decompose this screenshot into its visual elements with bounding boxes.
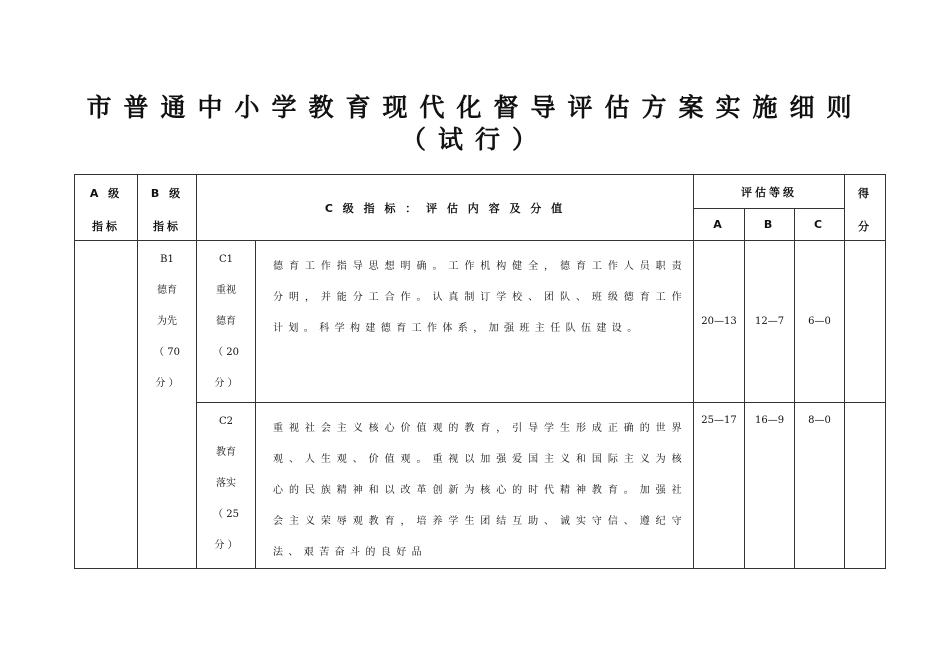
b1-line: B1 bbox=[160, 254, 174, 265]
c1-line: （ 20 bbox=[213, 347, 239, 358]
c2-score bbox=[845, 403, 886, 569]
header-b-line1: B 级 bbox=[150, 187, 184, 200]
c1-line: C1 bbox=[218, 254, 233, 265]
c2-line: 教育 bbox=[216, 447, 236, 458]
c2-content: 重视社会主义核心价值观的教育，引导学生形成正确的世界观、人生观、价值观。重视以加强爱国主义和国际主义为核心的民族精神和以改革创新为核心的时代精神教育。加强社会主义荣辱观教育，培养学生团结互助、诚实守信、遵纪守法、艰苦奋斗的良好品 bbox=[256, 403, 694, 569]
c2-line: 落实 bbox=[216, 478, 236, 489]
c2-grade-b: 16—9 bbox=[745, 403, 795, 569]
table-row bbox=[75, 241, 886, 403]
c1-line: 德育 bbox=[216, 316, 236, 327]
c1-cell bbox=[197, 241, 256, 403]
b1-line: （ 70 bbox=[154, 347, 180, 358]
c1-content: 德育工作指导思想明确。工作机构健全，德育工作人员职责分明，并能分工合作。认真制订学校、团队、班级德育工作计划。科学构建德育工作体系，加强班主任队伍建设。 bbox=[256, 241, 694, 403]
header-b-line2: 指标 bbox=[153, 220, 181, 233]
b1-line: 分 ） bbox=[155, 378, 179, 389]
a-level-cell bbox=[75, 241, 138, 569]
header-score-line2: 分 bbox=[858, 220, 873, 233]
c2-grade-a: 25—17 bbox=[694, 403, 745, 569]
document-subtitle: （试行） bbox=[400, 125, 549, 154]
document-title: 市普通中小学教育现代化督导评估方案实施细则 bbox=[86, 93, 864, 122]
header-grade: 评估等级 bbox=[694, 175, 845, 209]
c1-score bbox=[845, 241, 886, 403]
header-grade-b: B bbox=[745, 209, 795, 241]
header-grade-c: C bbox=[795, 209, 845, 241]
c1-grade-a: 20—13 bbox=[694, 241, 745, 403]
c2-grade-c: 8—0 bbox=[795, 403, 845, 569]
header-b-level bbox=[138, 175, 197, 241]
b1-line: 为先 bbox=[157, 316, 177, 327]
header-a-line1: A 级 bbox=[89, 187, 123, 200]
c1-grade-c: 6—0 bbox=[795, 241, 845, 403]
c2-cell bbox=[197, 403, 256, 569]
header-a-line2: 指标 bbox=[92, 220, 120, 233]
header-score bbox=[845, 175, 886, 241]
b1-line: 德育 bbox=[157, 285, 177, 296]
c1-line: 分 ） bbox=[214, 378, 238, 389]
header-a-level bbox=[75, 175, 138, 241]
evaluation-table bbox=[74, 174, 886, 569]
table-row bbox=[75, 403, 886, 569]
header-score-line1: 得 bbox=[858, 187, 873, 200]
c2-line: C2 bbox=[218, 416, 233, 427]
b1-cell bbox=[138, 241, 197, 569]
c1-line: 重视 bbox=[216, 285, 236, 296]
header-c-level: C 级 指 标 ： 评 估 内 容 及 分 值 bbox=[197, 175, 694, 241]
header-grade-a: A bbox=[694, 209, 745, 241]
c2-line: 分 ） bbox=[214, 540, 238, 551]
c1-grade-b: 12—7 bbox=[745, 241, 795, 403]
c2-line: （ 25 bbox=[213, 509, 239, 520]
